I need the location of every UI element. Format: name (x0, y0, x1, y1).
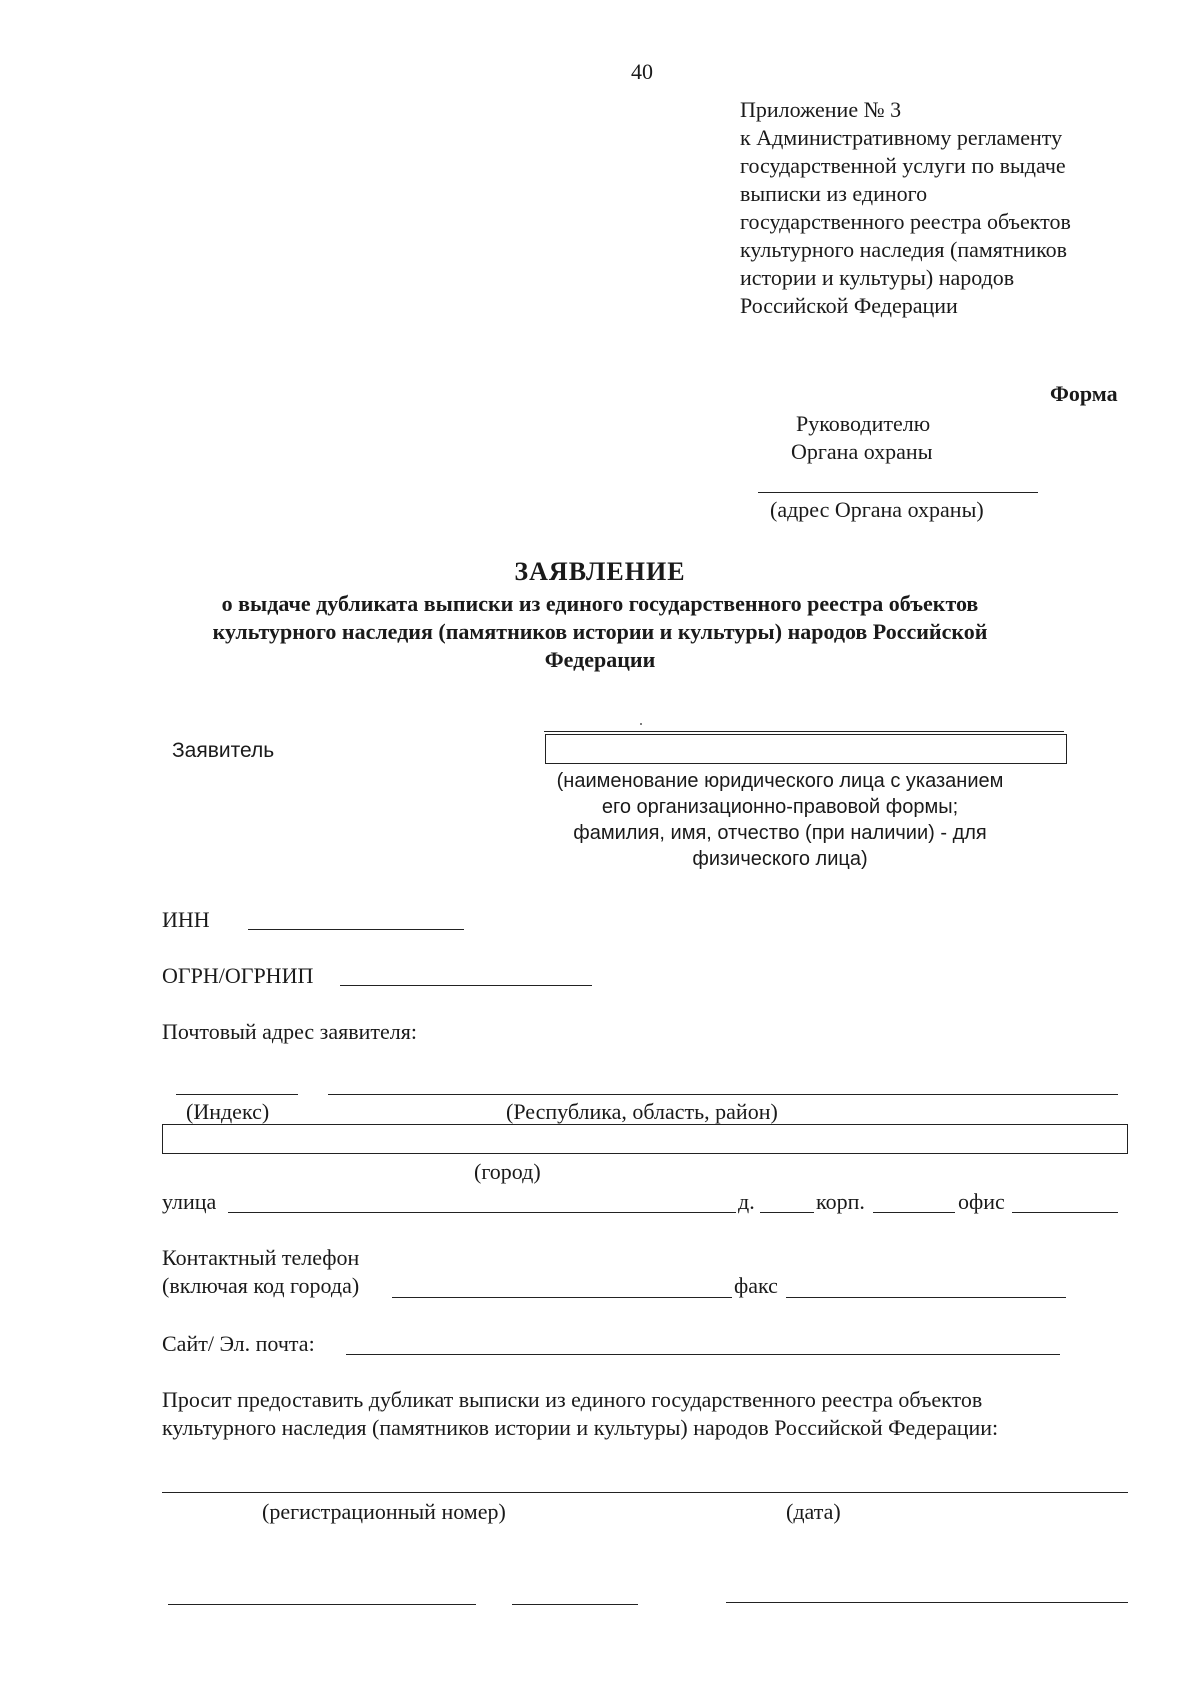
request-text-line: культурного наследия (памятников истории и культуры) народов Российской Федерации: (162, 1415, 999, 1440)
ogrn-field[interactable] (340, 985, 592, 986)
applicant-hint-line: фамилия, имя, отчество (при наличии) - для (573, 822, 987, 844)
registration-date-field[interactable] (162, 1492, 1128, 1493)
phone-label-hint: (включая код города) (162, 1273, 360, 1298)
index-hint: (Индекс) (186, 1099, 270, 1124)
office-field[interactable] (1012, 1212, 1118, 1213)
signature-field[interactable] (512, 1604, 638, 1605)
appendix-line: государственной услуги по выдаче (740, 153, 1066, 178)
appendix-line: государственного реестра объектов (740, 209, 1071, 234)
house-label: д. (738, 1189, 755, 1214)
city-field[interactable] (162, 1124, 1128, 1154)
office-label: офис (958, 1189, 1005, 1214)
appendix-line: истории и культуры) народов (740, 265, 1015, 290)
index-field[interactable] (176, 1094, 298, 1095)
document-title: ЗАЯВЛЕНИЕ (514, 557, 686, 586)
signature-name-field[interactable] (726, 1602, 1128, 1603)
phone-label: Контактный телефон (162, 1245, 360, 1270)
appendix-line: Российской Федерации (740, 293, 958, 318)
scan-speck (640, 723, 642, 725)
building-label: корп. (816, 1189, 865, 1214)
title-subline: культурного наследия (памятников истории и культуры) народов Российской (212, 619, 988, 644)
city-hint: (город) (474, 1159, 541, 1184)
page-number: 40 (631, 59, 653, 84)
form-label: Форма (1050, 381, 1118, 406)
title-subline: Федерации (544, 647, 656, 672)
date-hint: (дата) (786, 1499, 841, 1524)
postal-address-label: Почтовый адрес заявителя: (162, 1019, 418, 1044)
applicant-field-top-rule (544, 731, 1064, 732)
inn-field[interactable] (248, 929, 464, 930)
appendix-line: Приложение № 3 (740, 97, 902, 122)
registration-number-hint: (регистрационный номер) (262, 1499, 506, 1524)
site-email-label: Сайт/ Эл. почта: (162, 1331, 315, 1356)
applicant-name-field[interactable] (545, 734, 1067, 764)
building-field[interactable] (873, 1212, 955, 1213)
house-field[interactable] (760, 1212, 814, 1213)
addressee-hint: (адрес Органа охраны) (770, 497, 984, 522)
fax-field[interactable] (786, 1297, 1066, 1298)
street-label: улица (162, 1189, 217, 1214)
region-hint: (Республика, область, район) (506, 1099, 778, 1124)
ogrn-label: ОГРН/ОГРНИП (162, 963, 314, 988)
addressee-address-field[interactable] (758, 492, 1038, 493)
fax-label: факс (734, 1273, 778, 1298)
title-subline: о выдаче дубликата выписки из единого государственного реестра объектов (221, 591, 979, 616)
applicant-hint-line: физического лица) (692, 848, 868, 870)
request-text-line: Просит предоставить дубликат выписки из единого государственного реестра объектов (162, 1387, 983, 1412)
region-field[interactable] (328, 1094, 1118, 1095)
applicant-hint-line: (наименование юридического лица с указанием (556, 770, 1004, 792)
applicant-hint-line: его организационно-правовой формы; (601, 796, 959, 818)
phone-field[interactable] (392, 1297, 732, 1298)
appendix-line: выписки из единого (740, 181, 928, 206)
street-field[interactable] (228, 1212, 736, 1213)
site-email-field[interactable] (346, 1354, 1060, 1355)
signature-position-field[interactable] (168, 1604, 476, 1605)
addressee-line: Руководителю (796, 411, 931, 436)
appendix-line: к Административному регламенту (740, 125, 1063, 150)
applicant-label: Заявитель (172, 739, 275, 762)
addressee-line: Органа охраны (791, 439, 933, 464)
inn-label: ИНН (162, 907, 210, 932)
appendix-line: культурного наследия (памятников (740, 237, 1068, 262)
